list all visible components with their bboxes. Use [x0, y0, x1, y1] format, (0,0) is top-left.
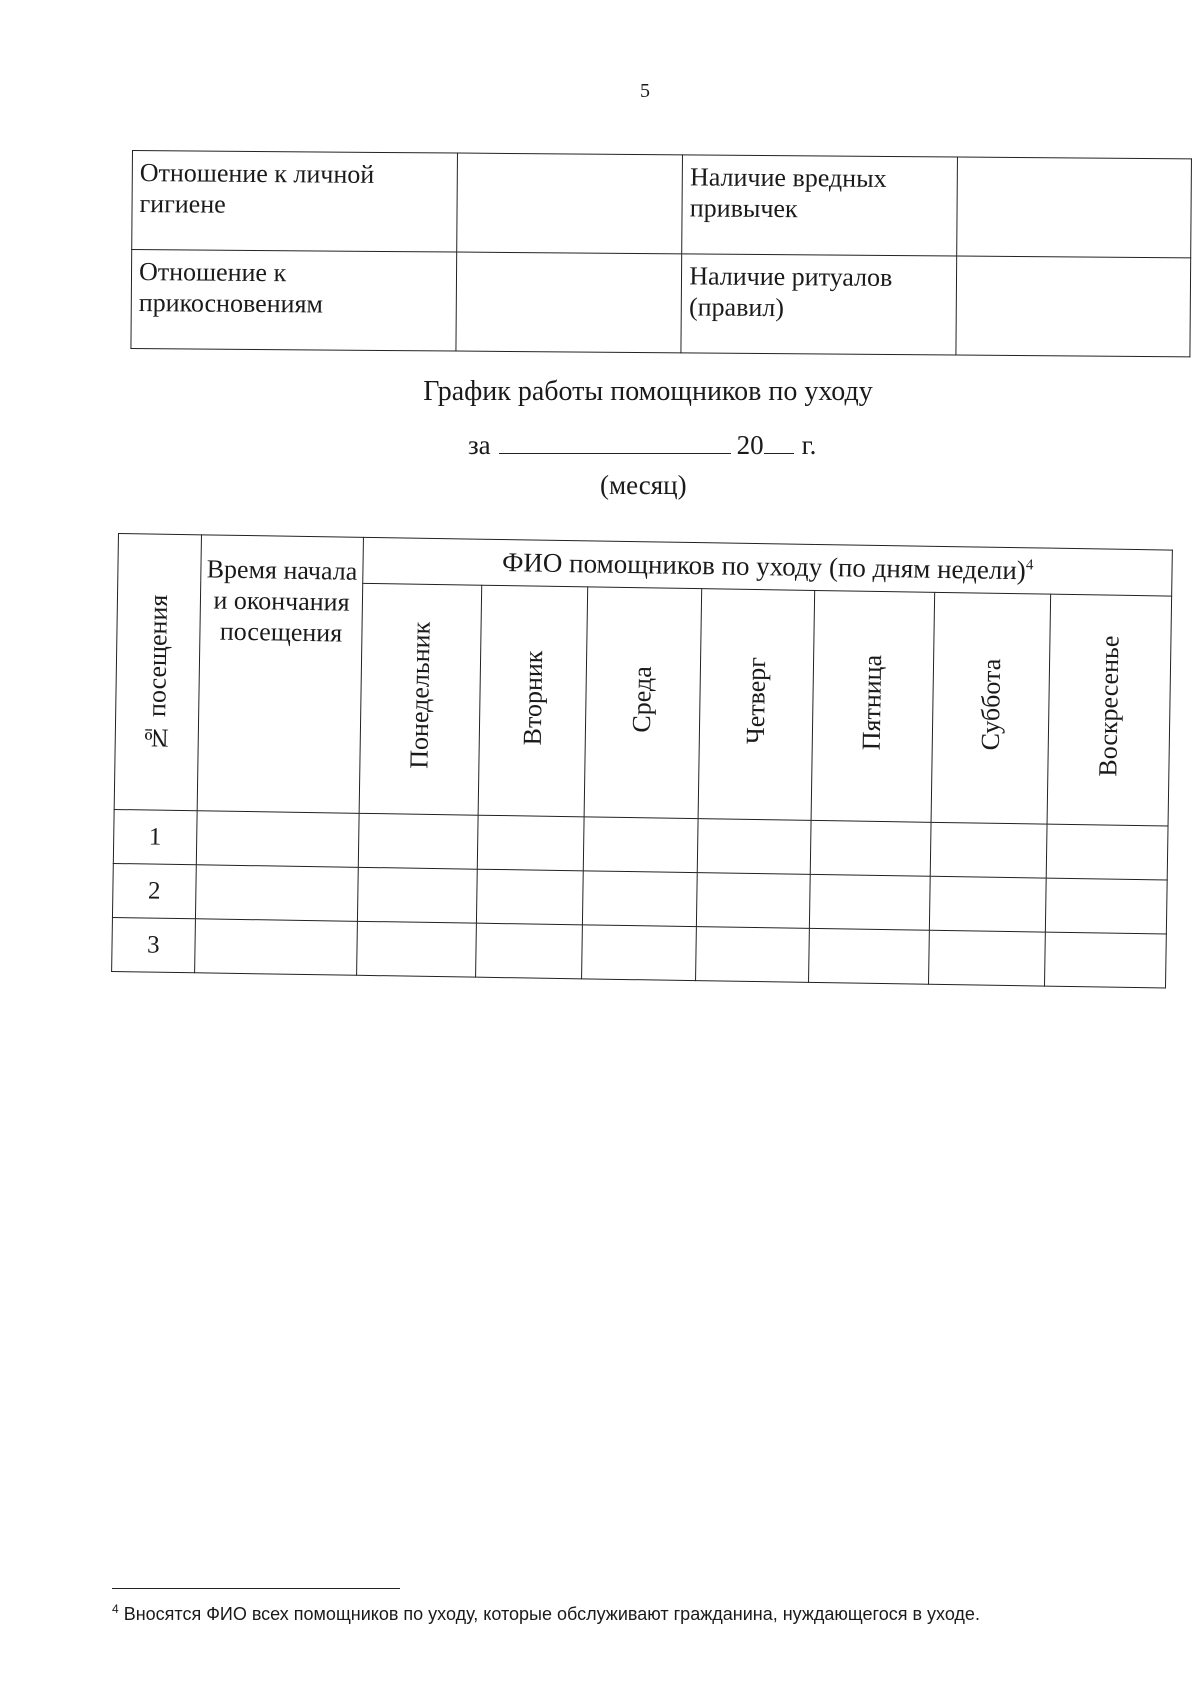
touch-value-cell[interactable] [456, 252, 682, 353]
touch-label: Отношение к прикосновениям [131, 250, 457, 352]
day-header-monday [359, 583, 481, 815]
day-cell[interactable] [359, 813, 478, 869]
day-cell[interactable] [809, 928, 929, 984]
footnote-number: 4 [112, 1602, 119, 1616]
day-cell[interactable] [1046, 878, 1168, 934]
day-header-wednesday [584, 587, 701, 819]
rituals-value-cell[interactable] [956, 256, 1191, 357]
footnote-text: Вносятся ФИО всех помощников по уходу, которые обслуживают гражданина, нуждающегося в уходе. [123, 1604, 980, 1624]
hygiene-value-cell[interactable] [457, 153, 683, 254]
footnote-mark: 4 [1025, 557, 1034, 574]
rituals-label: Наличие ритуалов (правил) [681, 254, 956, 355]
visit-number-header-text: № посещения [141, 594, 173, 753]
visit-time-header: Время начала и окончания посещения [197, 535, 364, 814]
month-note: (месяц) [600, 470, 687, 500]
table-row [131, 250, 1191, 357]
day-cell[interactable] [810, 820, 930, 876]
month-blank[interactable] [499, 431, 731, 454]
time-cell[interactable] [195, 865, 358, 922]
day-cell[interactable] [696, 873, 810, 929]
day-cell[interactable] [357, 921, 476, 977]
table-row [132, 151, 1192, 258]
day-cell[interactable] [1045, 932, 1167, 988]
day-label: Вторник [517, 649, 548, 746]
day-cell[interactable] [810, 874, 930, 930]
visit-number-header [114, 534, 201, 811]
year-blank[interactable] [764, 431, 794, 454]
day-label: Суббота [975, 658, 1006, 751]
day-label: Понедельник [404, 621, 436, 770]
day-header-thursday [698, 588, 815, 820]
year-prefix: 20 [736, 430, 764, 460]
time-cell[interactable] [194, 919, 357, 976]
footnote [112, 1602, 980, 1625]
period-prefix: за [468, 430, 491, 460]
schedule-title: График работы помощников по уходу [423, 376, 873, 407]
period-line [468, 430, 816, 461]
habits-label: Наличие вредных привычек [682, 155, 957, 256]
day-header-friday [811, 590, 934, 822]
time-cell[interactable] [196, 811, 359, 868]
day-cell[interactable] [358, 867, 477, 923]
visit-number: 3 [112, 917, 196, 972]
day-label: Пятница [857, 654, 888, 751]
page-number: 5 [640, 80, 650, 102]
day-cell[interactable] [583, 871, 697, 927]
day-cell[interactable] [477, 815, 584, 871]
day-cell[interactable] [695, 927, 809, 983]
day-cell[interactable] [930, 822, 1047, 878]
habits-value-cell[interactable] [956, 157, 1191, 258]
day-cell[interactable] [476, 869, 583, 925]
day-cell[interactable] [475, 923, 582, 979]
visit-number: 1 [113, 809, 197, 864]
day-cell[interactable] [583, 817, 697, 873]
day-label: Четверг [740, 657, 772, 745]
visit-number: 2 [112, 863, 196, 918]
day-header-tuesday [478, 585, 588, 817]
day-label: Воскресенье [1093, 635, 1125, 778]
day-cell[interactable] [1047, 824, 1169, 880]
hygiene-label: Отношение к личной гигиене [132, 151, 458, 253]
year-suffix: г. [801, 430, 817, 460]
day-cell[interactable] [928, 930, 1045, 986]
schedule-table [111, 533, 1173, 989]
day-cell[interactable] [929, 876, 1046, 932]
fio-header-text: ФИО помощников по уходу (по дням недели) [501, 546, 1027, 586]
header-row [118, 534, 1173, 596]
day-label: Среда [627, 665, 658, 733]
day-cell[interactable] [697, 819, 811, 875]
footnote-divider [112, 1588, 400, 1589]
day-cell[interactable] [582, 925, 696, 981]
day-header-sunday [1047, 594, 1171, 826]
personal-traits-table [130, 150, 1192, 357]
day-header-saturday [931, 592, 1051, 824]
